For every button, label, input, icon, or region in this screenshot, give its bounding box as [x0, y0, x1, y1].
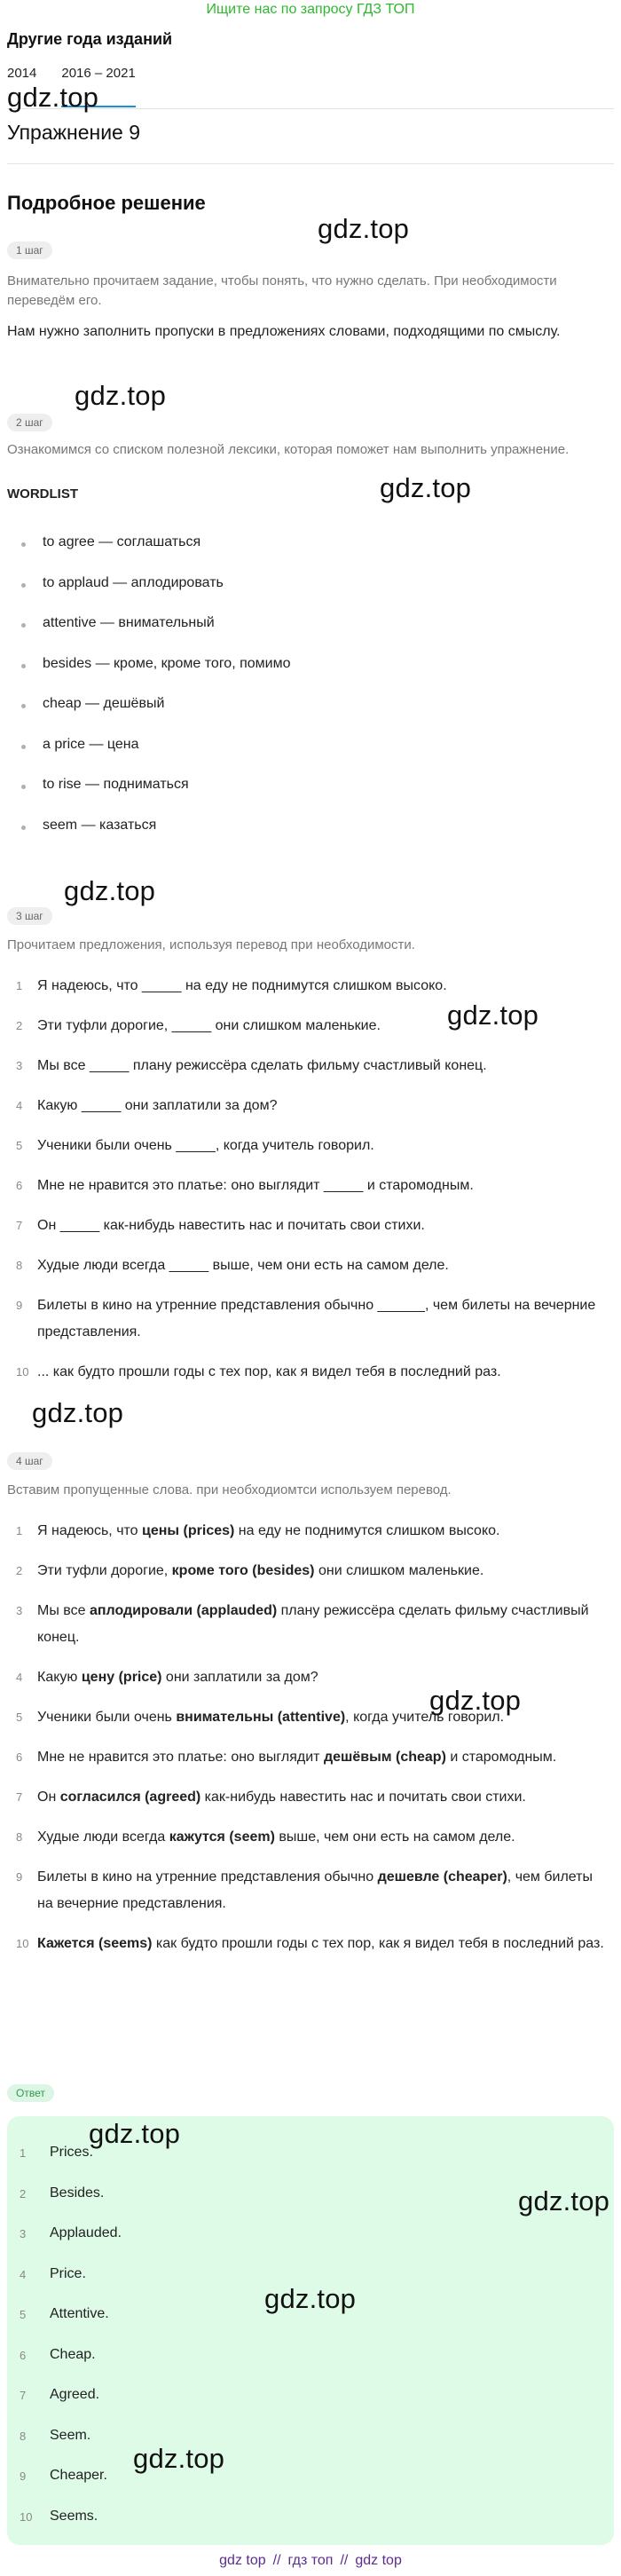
- list-item: 9 Билеты в кино на утренние представления обычно дешевле (cheaper), чем билеты на вечерние представления.: [16, 1869, 593, 1911]
- list-item: 6 Cheap.: [20, 2346, 96, 2362]
- list-item: 9 Билеты в кино на утренние представления обычно ______, чем билеты на вечерние представления.: [16, 1298, 596, 1339]
- list-item: 10 Seems.: [20, 2508, 98, 2524]
- list-item: 4 Price.: [20, 2265, 86, 2281]
- list-item: 8 Худые люди всегда кажутся (seem) выше, чем они есть на самом деле.: [16, 1829, 515, 1845]
- list-item: seem — казаться: [20, 818, 290, 858]
- list-item: 1 Prices.: [20, 2145, 93, 2160]
- list-item: 1 Я надеюсь, что _____ на еду не поднимутся слишком высоко.: [16, 978, 447, 993]
- watermark: gdz.top: [32, 1397, 124, 1428]
- list-item: 5 Attentive.: [20, 2306, 109, 2321]
- list-item: 7 Он согласился (agreed) как-нибудь навестить нас и почитать свои стихи.: [16, 1790, 526, 1805]
- list-item: 2 Besides.: [20, 2185, 105, 2201]
- watermark: gdz.top: [447, 1000, 539, 1031]
- list-item: to agree — соглашаться: [20, 534, 290, 575]
- list-item: a price — цена: [20, 737, 290, 778]
- watermark: gdz.top: [318, 213, 410, 244]
- list-item: 5 Ученики были очень _____, когда учитель говорил.: [16, 1138, 374, 1153]
- list-item: 8 Seem.: [20, 2427, 91, 2443]
- list-item: 2 Эти туфли дорогие, _____ они слишком маленькие.: [16, 1018, 381, 1033]
- list-item: 10 Кажется (seems) как будто прошли годы с тех пор, как я видел тебя в последний раз.: [16, 1936, 604, 1951]
- year-tab-2014[interactable]: 2014: [7, 66, 37, 81]
- detailed-solution-title: Подробное решение: [7, 192, 206, 214]
- list-item: 5 Ученики были очень внимательны (attentive), когда учитель говорил.: [16, 1710, 505, 1725]
- footer-links: [0, 2553, 621, 2569]
- step-1-text: Нам нужно заполнить пропуски в предложениях словами, подходящими по смыслу.: [7, 324, 561, 339]
- list-item: 3 Мы все _____ плану режиссёра сделать фильму счастливый конец.: [16, 1058, 487, 1073]
- list-item: 3 Applauded.: [20, 2225, 122, 2240]
- step-3-hint: Прочитаем предложения, используя перевод при необходимости.: [7, 937, 415, 952]
- other-years-title: Другие года изданий: [7, 30, 173, 48]
- footer-separator: //: [340, 2553, 349, 2568]
- watermark: gdz.top: [7, 82, 99, 113]
- list-item: 6 Мне не нравится это платье: оно выглядит дешёвым (cheap) и старомодным.: [16, 1750, 557, 1765]
- list-item: 6 Мне не нравится это платье: оно выглядит _____ и старомодным.: [16, 1178, 474, 1193]
- step-badge-3: 3 шаг: [7, 907, 52, 925]
- step-badge-1: 1 шаг: [7, 241, 52, 259]
- list-item: 9 Cheaper.: [20, 2468, 107, 2483]
- wordlist: [20, 534, 290, 857]
- list-item: 1 Я надеюсь, что цены (prices) на еду не поднимутся слишком высоко.: [16, 1523, 500, 1538]
- footer-separator: //: [272, 2553, 281, 2568]
- list-item: 4 Какую цену (price) они заплатили за дом?: [16, 1670, 318, 1685]
- list-item: besides — кроме, кроме того, помимо: [20, 656, 290, 697]
- list-item: 10 ... как будто прошли годы с тех пор, как я видел тебя в последний раз.: [16, 1364, 501, 1379]
- exercise-title: Упражнение 9: [7, 121, 141, 144]
- list-item: cheap — дешёвый: [20, 696, 290, 737]
- list-item: 2 Эти туфли дорогие, кроме того (besides) они слишком маленькие.: [16, 1563, 484, 1578]
- year-tab-2016-2021[interactable]: 2016 – 2021: [61, 66, 135, 107]
- step-2-hint: Ознакомимся со списком полезной лексики, которая поможет нам выполнить упражнение.: [7, 442, 570, 457]
- divider: [7, 163, 614, 164]
- step-4-hint: Вставим пропущенные слова. при необходиомтси используем перевод.: [7, 1482, 452, 1497]
- list-item: attentive — внимательный: [20, 615, 290, 656]
- watermark: gdz.top: [429, 1685, 522, 1716]
- watermark: gdz.top: [64, 875, 156, 906]
- footer-link-gdz-top-ru[interactable]: гдз топ: [287, 2553, 334, 2568]
- watermark: gdz.top: [89, 2118, 181, 2149]
- footer-link-gdz-top-2[interactable]: gdz top: [355, 2553, 402, 2568]
- watermark: gdz.top: [264, 2283, 357, 2314]
- list-item: 8 Худые люди всегда _____ выше, чем они есть на самом деле.: [16, 1258, 449, 1273]
- watermark: gdz.top: [380, 472, 472, 503]
- footer-link-gdz-top[interactable]: gdz top: [219, 2553, 266, 2568]
- step-badge-4: 4 шаг: [7, 1452, 52, 1470]
- step-badge-2: 2 шаг: [7, 414, 52, 431]
- list-item: to rise — подниматься: [20, 777, 290, 818]
- wordlist-title: WORDLIST: [7, 486, 78, 502]
- answers-explained-list: [7, 1518, 614, 1971]
- watermark: gdz.top: [75, 380, 167, 411]
- watermark: gdz.top: [518, 2185, 610, 2216]
- answer-badge: Ответ: [7, 2084, 54, 2102]
- sentences-list: [7, 973, 614, 1399]
- list-item: to applaud — аплодировать: [20, 575, 290, 616]
- answer-list: [20, 2145, 122, 2548]
- top-promo-link[interactable]: Ищите нас по запросу ГДЗ ТОП: [206, 2, 415, 17]
- step-1-hint: Внимательно прочитаем задание, чтобы понять, что нужно сделать. При необходимости переведём его.: [7, 273, 557, 308]
- list-item: 7 Agreed.: [20, 2387, 100, 2402]
- list-item: 4 Какую _____ они заплатили за дом?: [16, 1098, 278, 1113]
- list-item: 7 Он _____ как-нибудь навестить нас и почитать свои стихи.: [16, 1218, 425, 1233]
- list-item: 3 Мы все аплодировали (applauded) плану режиссёра сделать фильму счастливый конец.: [16, 1603, 589, 1645]
- watermark: gdz.top: [133, 2443, 225, 2474]
